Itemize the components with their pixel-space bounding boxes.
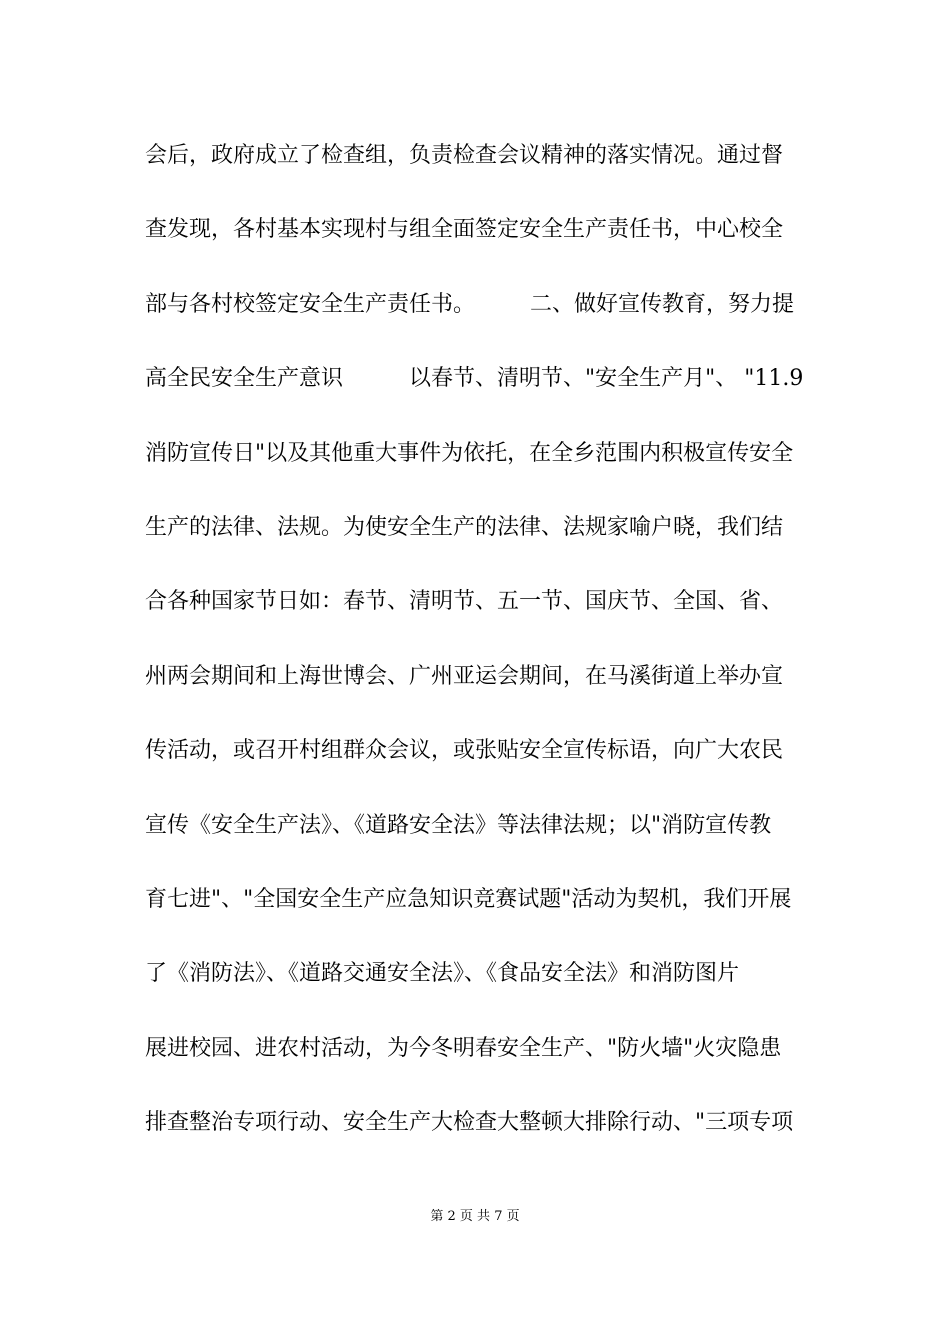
text-line: 高全民安全生产意识 以春节、清明节、"安全生产月"、 "11.9	[145, 366, 804, 392]
text-line: 生产的法律、法规。为使安全生产的法律、法规家喻户晓，我们结	[145, 514, 784, 540]
text-line: 宣传《安全生产法》、《道路安全法》等法律法规；以"消防宣传教	[145, 812, 772, 838]
text-line: 排查整治专项行动、安全生产大检查大整顿大排除行动、"三项专项	[145, 1110, 794, 1136]
body-text	[145, 132, 810, 1173]
text-line: 展进校园、进农村活动，为今冬明春安全生产、"防火墙"火灾隐患	[145, 1035, 782, 1061]
text-line: 会后，政府成立了检查组，负责检查会议精神的落实情况。通过督	[145, 143, 784, 168]
text-line: 查发现，各村基本实现村与组全面签定安全生产责任书，中心校全	[145, 217, 784, 243]
page-number-footer: 第 2 页 共 7 页	[430, 1209, 520, 1224]
text-line: 传活动，或召开村组群众会议，或张贴安全宣传标语，向广大农民	[145, 738, 784, 764]
text-line: 部与各村校签定安全生产责任书。 二、做好宣传教育，努力提	[145, 291, 795, 317]
text-line: 合各种国家节日如：春节、清明节、五一节、国庆节、全国、省、	[145, 589, 784, 615]
text-line: 消防宣传日"以及其他重大事件为依托，在全乡范围内积极宣传安全	[145, 440, 794, 466]
text-line: 了《消防法》、《道路交通安全法》、《食品安全法》和消防图片	[145, 961, 740, 987]
text-line: 州两会期间和上海世博会、广州亚运会期间，在马溪街道上举办宣	[145, 663, 784, 689]
text-line: 育七进"、"全国安全生产应急知识竞赛试题"活动为契机，我们开展	[145, 886, 792, 912]
